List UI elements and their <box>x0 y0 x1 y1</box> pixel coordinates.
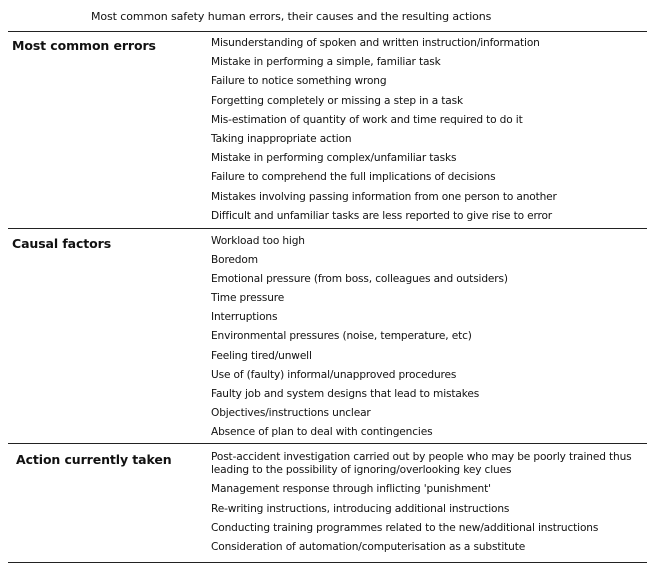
list-item: Objectives/instructions unclear <box>211 406 371 419</box>
section-heading: Most common errors <box>12 38 156 53</box>
list-item: Failure to notice something wrong <box>211 75 387 88</box>
section-heading: Causal factors <box>12 236 112 251</box>
section-heading: Action currently taken <box>16 452 172 467</box>
list-item: Boredom <box>211 254 258 267</box>
list-item: Environmental pressures (noise, temperature, etc) <box>211 330 472 343</box>
list-item: Difficult and unfamiliar tasks are less reported to give rise to error <box>211 209 553 222</box>
list-item: Forgetting completely or missing a step in a task <box>211 94 463 107</box>
list-item: Time pressure <box>211 292 285 305</box>
list-item: Interruptions <box>211 311 278 324</box>
section-divider <box>8 443 647 444</box>
list-item: Mistake in performing complex/unfamiliar tasks <box>211 152 457 165</box>
list-item: Taking inappropriate action <box>211 132 352 145</box>
causal-factors-list <box>211 235 641 445</box>
list-item: Emotional pressure (from boss, colleagues and outsiders) <box>211 273 508 286</box>
list-item: Workload too high <box>211 235 305 247</box>
list-item: Misunderstanding of spoken and written instruction/information <box>211 37 540 49</box>
list-item: Management response through inflicting 'punishment' <box>211 483 491 496</box>
list-item: Consideration of automation/computerisation as a substitute <box>211 541 526 554</box>
bottom-rule <box>8 562 647 563</box>
list-item: Re-writing instructions, introducing additional instructions <box>211 502 510 515</box>
list-item: Absence of plan to deal with contingencies <box>211 425 433 438</box>
list-item: Feeling tired/unwell <box>211 349 312 362</box>
section-divider <box>8 228 647 229</box>
list-item: Mis-estimation of quantity of work and time required to do it <box>211 113 523 126</box>
list-item: Mistake in performing a simple, familiar task <box>211 56 441 69</box>
errors-list <box>211 37 641 229</box>
list-item: Post-accident investigation carried out by people who may be poorly trained thus leading to the possibility of ignoring/overlooking key clues <box>211 451 632 476</box>
actions-list <box>211 451 641 560</box>
list-item: Mistakes involving passing information from one person to another <box>211 190 557 203</box>
top-rule <box>8 31 647 32</box>
list-item: Failure to comprehend the full implications of decisions <box>211 171 496 184</box>
list-item: Conducting training programmes related to the new/additional instructions <box>211 521 599 534</box>
table-caption: Most common safety human errors, their causes and the resulting actions <box>91 10 492 23</box>
list-item: Use of (faulty) informal/unapproved procedures <box>211 368 457 381</box>
list-item: Faulty job and system designs that lead to mistakes <box>211 387 480 400</box>
